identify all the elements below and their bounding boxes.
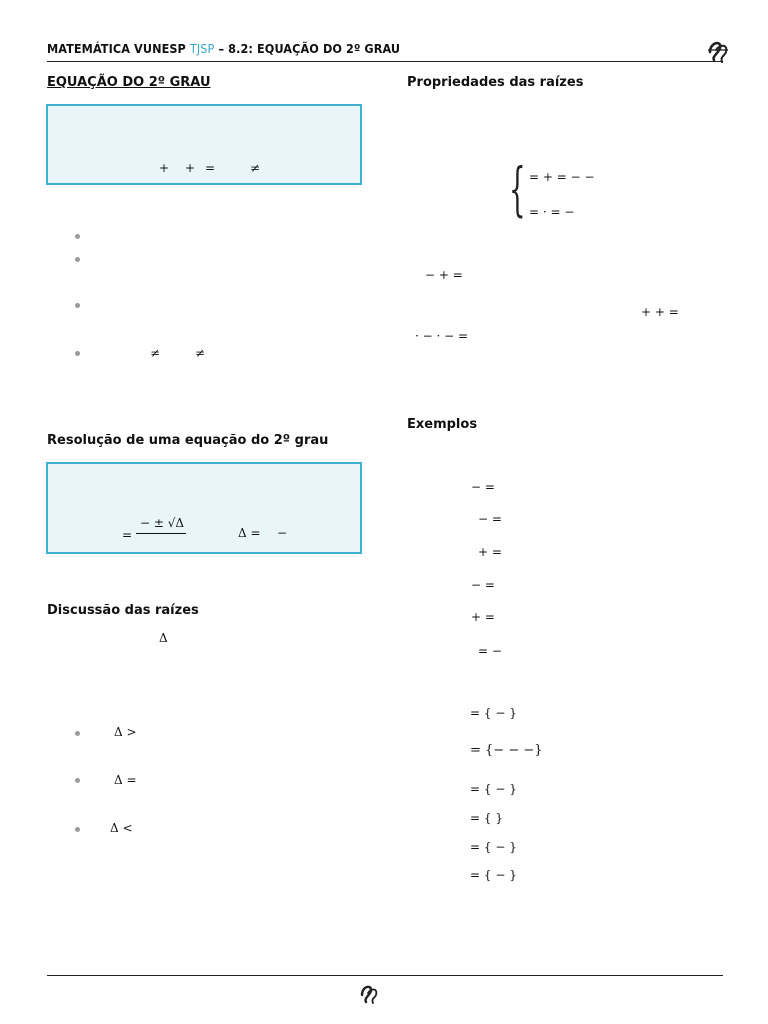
- def-plus-1: +: [159, 161, 170, 175]
- header-title-accent: TJSP: [189, 41, 215, 56]
- solution-4: = { }: [470, 811, 503, 825]
- formula-fraction-bar: [136, 533, 186, 534]
- page-title: EQUAÇÃO DO 2º GRAU: [47, 75, 211, 90]
- def-not-equal: ≠: [250, 161, 261, 175]
- disc-bullet-1: [75, 731, 80, 736]
- disc-bullet-2: [75, 778, 80, 783]
- discussion-heading: Discussão das raízes: [47, 603, 199, 618]
- example-4: − =: [471, 578, 495, 592]
- disc-item-3: Δ <: [110, 821, 133, 835]
- bullet-3: [75, 303, 80, 308]
- system-line-2: = · = −: [529, 205, 575, 219]
- disc-bullet-3: [75, 827, 80, 832]
- example-2: − =: [478, 512, 502, 526]
- solution-2: = {− − −}: [470, 743, 543, 758]
- example-1: − =: [471, 480, 495, 494]
- examples-heading: Exemplos: [407, 417, 478, 432]
- example-3: + =: [478, 545, 502, 559]
- example-5: + =: [471, 610, 495, 624]
- footer-brand-logo: [356, 980, 426, 1004]
- disc-item-2: Δ =: [114, 773, 137, 787]
- property-eq-1: − + =: [425, 268, 463, 282]
- formula-numerator: − ± √Δ: [140, 516, 185, 530]
- formula-delta-eq: Δ =: [238, 526, 261, 540]
- def-plus-2: +: [185, 161, 196, 175]
- formula-minus: −: [277, 526, 288, 540]
- footer-logo-icon: [356, 980, 382, 1004]
- system-brace: {: [509, 155, 526, 223]
- example-6: = −: [478, 644, 502, 658]
- property-eq-3: · − · − =: [415, 329, 469, 343]
- discussion-delta: Δ: [159, 631, 168, 645]
- bullet-2: [75, 257, 80, 262]
- def-equals: =: [205, 161, 216, 175]
- bullet4-neq-2: ≠: [195, 346, 206, 360]
- header-title-main: MATEMÁTICA VUNESP: [47, 41, 186, 56]
- properties-heading: Propriedades das raízes: [407, 75, 584, 90]
- formula-box: [46, 462, 362, 554]
- bullet4-neq-1: ≠: [150, 346, 161, 360]
- formula-lhs: =: [122, 528, 133, 542]
- header-title: [47, 41, 400, 56]
- definition-box: [46, 104, 362, 185]
- disc-item-1: Δ >: [114, 725, 137, 739]
- bullet-1: [75, 234, 80, 239]
- header-title-rest: – 8.2: EQUAÇÃO DO 2º GRAU: [218, 41, 401, 56]
- header-divider: [47, 61, 723, 62]
- property-eq-2: + + =: [641, 305, 679, 319]
- footer-divider: [47, 975, 723, 976]
- bullet-4: [75, 351, 80, 356]
- system-line-1: = + = − −: [529, 170, 595, 184]
- resolution-heading: Resolução de uma equação do 2º grau: [47, 433, 329, 448]
- brand-logo-icon: [702, 34, 732, 64]
- solution-3: = { − }: [470, 782, 517, 796]
- solution-1: = { − }: [470, 706, 517, 720]
- solution-5: = { − }: [470, 840, 517, 854]
- solution-6: = { − }: [470, 868, 517, 882]
